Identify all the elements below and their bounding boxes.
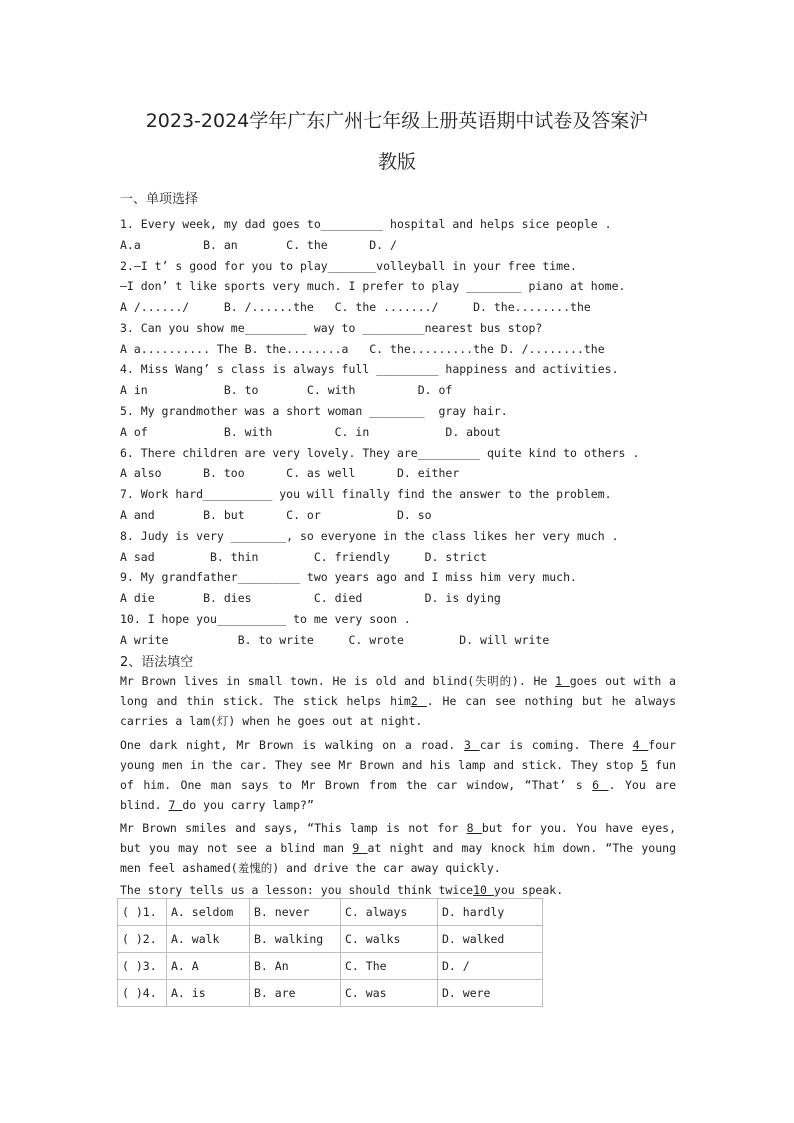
blank-1: 1 xyxy=(555,674,570,688)
option-d-cell: D. were xyxy=(438,980,543,1007)
question-stem: 9. My grandfather_________ two years ago and I miss him very much. xyxy=(120,570,577,584)
passage-paragraph xyxy=(120,735,676,815)
question-stem: 1. Every week, my dad goes to_________ hospital and helps sice people . xyxy=(120,217,612,231)
blank-9: 9 xyxy=(352,841,368,855)
passage-text: four young men in the car. They see Mr Brown and his lamp and stick. They stop xyxy=(120,738,676,772)
passage-text: do you carry lamp?” xyxy=(182,798,314,812)
question-options: A in B. to C. with D. of xyxy=(120,383,453,397)
question-number-cell: ( )3. xyxy=(118,953,167,980)
option-c-cell: C. walks xyxy=(341,926,438,953)
passage-text: Mr Brown smiles and says, “This lamp is not for xyxy=(120,821,467,835)
question-options: A.a B. an C. the D. / xyxy=(120,238,397,252)
passage-text: . You are blind. xyxy=(120,778,677,812)
question-options: A die B. dies C. died D. is dying xyxy=(120,591,501,605)
blank-2: 2 xyxy=(410,694,427,708)
blank-3: 3 xyxy=(464,738,480,752)
option-a-cell: A. walk xyxy=(167,926,250,953)
passage-text: car is coming. There xyxy=(479,738,633,752)
blank-6: 6 xyxy=(592,778,609,792)
table-row xyxy=(118,926,543,953)
passage-text: Mr Brown lives in small town. He is old and blind(失明的). He xyxy=(120,674,556,688)
question-stem: 4. Miss Wang’ s class is always full _________ happiness and activities. xyxy=(120,362,619,376)
blank-8: 8 xyxy=(466,821,482,835)
option-b-cell: B. An xyxy=(250,953,341,980)
question-options: A a.......... The B. the........a C. the.........the D. /........the xyxy=(120,342,605,356)
option-c-cell: C. always xyxy=(341,899,438,926)
page-title: 2023-2024学年广东广州七年级上册英语期中试卷及答案沪 xyxy=(145,110,649,132)
passage-paragraph xyxy=(120,880,676,900)
table-row xyxy=(118,899,543,926)
option-b-cell: B. never xyxy=(250,899,341,926)
blank-7: 7 xyxy=(168,798,183,812)
passage-text: The story tells us a lesson: you should think twice xyxy=(120,883,474,897)
passage-paragraph xyxy=(120,818,676,878)
passage-text: . He can see nothing but he always carries a lam(灯) when he goes out at night. xyxy=(120,694,676,728)
question-options: A sad B. thin C. friendly D. strict xyxy=(120,550,487,564)
question-number-cell: ( )1. xyxy=(118,899,167,926)
option-a-cell: A. A xyxy=(167,953,250,980)
option-d-cell: D. hardly xyxy=(438,899,543,926)
blank-4: 4 xyxy=(632,738,649,752)
passage-text: you speak. xyxy=(493,883,564,897)
question-options: A write B. to write C. wrote D. will write xyxy=(120,633,550,647)
option-b-cell: B. walking xyxy=(250,926,341,953)
question-options: A also B. too C. as well D. either xyxy=(120,466,460,480)
section-heading: 2、语法填空 xyxy=(120,655,194,670)
option-d-cell: D. / xyxy=(438,953,543,980)
question-number-cell: ( )2. xyxy=(118,926,167,953)
option-b-cell: B. are xyxy=(250,980,341,1007)
answer-options-table xyxy=(117,898,543,1007)
question-options: A and B. but C. or D. so xyxy=(120,508,432,522)
question-options: A of B. with C. in D. about xyxy=(120,425,501,439)
table-row xyxy=(118,980,543,1007)
question-stem: 8. Judy is very ________, so everyone in the class likes her very much . xyxy=(120,529,619,543)
question-number-cell: ( )4. xyxy=(118,980,167,1007)
table-row xyxy=(118,953,543,980)
page-title-line2: 教版 xyxy=(377,151,416,173)
passage-paragraph xyxy=(120,671,676,731)
question-stem: 5. My grandmother was a short woman ________ gray hair. xyxy=(120,404,508,418)
question-stem: 2.—I t’ s good for you to play_______volleyball in your free time. xyxy=(120,259,577,273)
blank-10: 10 xyxy=(473,883,494,897)
section-heading: 一、单项选择 xyxy=(120,192,199,207)
question-stem: 6. There children are very lovely. They are_________ quite kind to others . xyxy=(120,446,640,460)
passage-text: but for you. You have eyes, but you may not see a blind man xyxy=(120,821,676,855)
option-c-cell: C. was xyxy=(341,980,438,1007)
option-a-cell: A. is xyxy=(167,980,250,1007)
question-stem: 3. Can you show me_________ way to _________nearest bus stop? xyxy=(120,321,543,335)
passage-text: goes out with a long and thin stick. The stick helps him xyxy=(120,674,676,708)
option-d-cell: D. walked xyxy=(438,926,543,953)
passage-text: fun of him. One man says to Mr Brown from the car window, “That’ s xyxy=(120,758,676,792)
question-stem: —I don’ t like sports very much. I prefer to play ________ piano at home. xyxy=(120,279,626,293)
passage-text: at night and may knock him down. “The young men feel ashamed(羞愧的) and drive the car away quickly. xyxy=(120,841,676,875)
question-stem: 7. Work hard__________ you will finally find the answer to the problem. xyxy=(120,487,612,501)
passage-text: One dark night, Mr Brown is walking on a road. xyxy=(120,738,465,752)
question-options: A /....../ B. /......the C. the ......./ D. the........the xyxy=(120,300,591,314)
blank-5: 5 xyxy=(640,758,648,772)
option-a-cell: A. seldom xyxy=(167,899,250,926)
option-c-cell: C. The xyxy=(341,953,438,980)
question-stem: 10. I hope you__________ to me very soon . xyxy=(120,612,411,626)
